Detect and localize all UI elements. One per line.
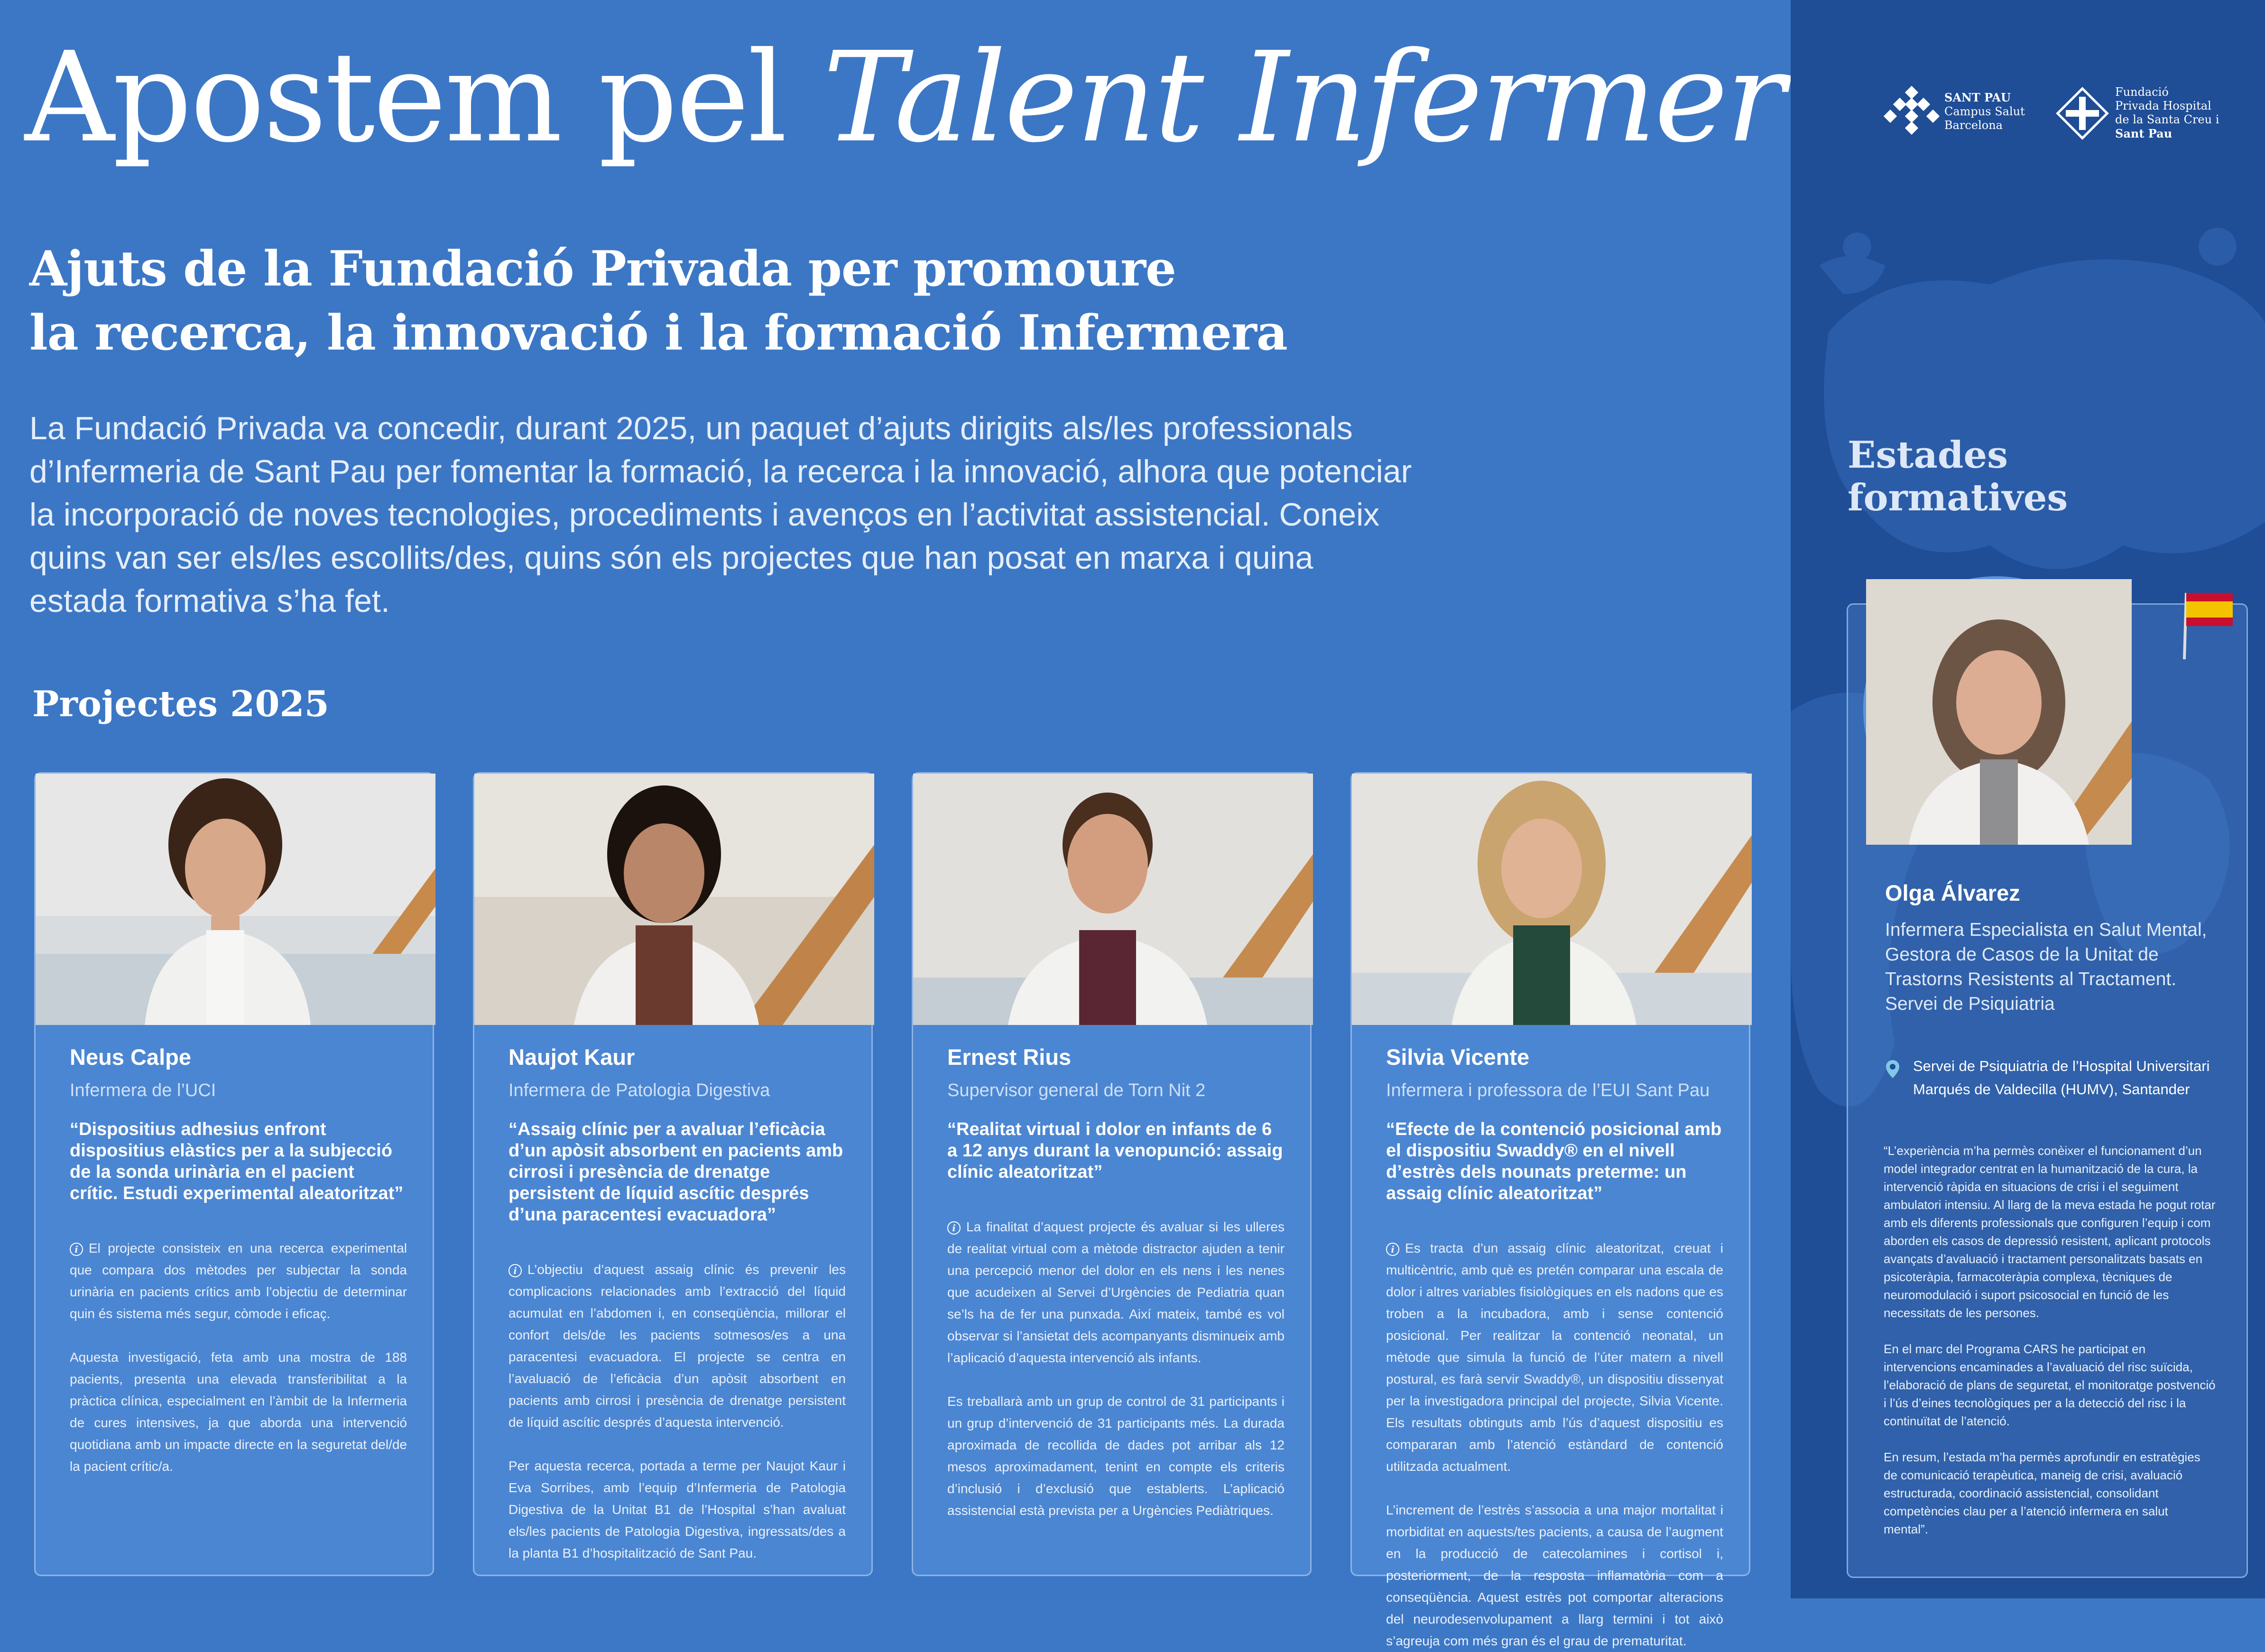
estades-heading — [1848, 434, 2068, 519]
logo1-line-1: SANT PAU — [1944, 91, 2011, 104]
person-name: Naujot Kaur — [508, 1044, 635, 1070]
portrait-photo — [1863, 576, 2129, 842]
title-italic: Talent Infermer — [823, 25, 1784, 170]
fundacio-logo-mark — [2056, 87, 2108, 139]
project-cards — [34, 772, 1751, 1648]
logo2-line-4: Sant Pau — [2115, 127, 2173, 140]
portrait-photo — [474, 774, 871, 1025]
person-name: Ernest Rius — [947, 1044, 1072, 1070]
quote-paragraph: “L’experiència m’ha permès conèixer el funcionament d’un model integrador centrat en la humanització de la cura, la intervenció ràpida en situacions de crisi i el seguiment ambulatori intensiu. Al llarg de la meva estada he pogut rotar amb els diferents professionals que configuren l’equip i com aborden els casos de depressió resistent, aplicant protocols avançats d’avaluació i tractament personalitzats basats en psicoteràpia, farmacoteràpia complexa, tècniques de neuromodulació i suport psicosocial en funció de les necessitats de les persones. — [1884, 1144, 2216, 1320]
estades-line-1: Estades — [1848, 434, 2008, 477]
project-card — [912, 772, 1312, 1576]
description-paragraph: Es tracta d’un assaig clínic aleatoritzat, creuat i multicèntric, amb què es pretén comparar una escala de dolor i altres variables fisiològiques en els nadons que es troben a la incubadora, amb i sense contenció posicional. Per realitzar la contenció neonatal, un mètode que simula la funció de l’úter matern a nivell postural, es farà servir Swaddy®, un dispositiu dissenyat per la investigadora principal del projecte, Silvia Vicente. Els resultats obtinguts amb l’ús d’aquest dispositiu es compararan amb l’atenció estàndard de contenció utilitzada actualment. — [1386, 1241, 1723, 1474]
map-pin-icon — [1885, 1059, 1900, 1079]
stay-card — [1847, 603, 2248, 1578]
project-description — [1386, 1237, 1723, 1652]
quote-paragraph: En el marc del Programa CARS he participat en intervencions encaminades a l’avaluació del risc suïcida, l’elaboració de plans de seguretat, el monitoratge postvenció i l’ús d’eines tecnològiques per a la detecció del risc i la continuïtat de l’atenció. — [1884, 1342, 2216, 1428]
person-role: Infermera de l’UCI — [70, 1080, 216, 1100]
projects-heading: Projectes 2025 — [32, 683, 329, 725]
estades-line-2: formatives — [1848, 476, 2068, 519]
project-title: “Assaig clínic per a avaluar l’eficàcia d’un apòsit absorbent en pacients amb cirrosi i presència de drenatge persistent de líquid ascític després d’una paracentesi evacuadora” — [508, 1119, 843, 1225]
sant-pau-logo-mark — [1886, 85, 1938, 138]
project-card — [34, 772, 434, 1576]
info-icon: i — [1386, 1243, 1399, 1256]
description-paragraph: El projecte consisteix en una recerca experimental que compara dos mètodes per subjectar la sonda urinària en pacients crítics amb l’objectiu de determinar quin és sistema més segur, còmode i eficaç. — [70, 1241, 407, 1321]
info-icon: i — [947, 1221, 961, 1235]
quote-paragraph: En resum, l’estada m’ha permès aprofundir en estratègies de comunicació terapèutica, maneig de crisi, avaluació estructurada, coordinació assistencial, consolidant competències clau per a l’atenció infermera en salut mental”. — [1884, 1450, 2200, 1536]
portrait-photo — [913, 774, 1310, 1025]
sant-pau-logo-text — [1944, 91, 2025, 132]
project-description — [508, 1259, 846, 1564]
stay-person-name: Olga Álvarez — [1885, 880, 2020, 905]
logo1-line-2: Campus Salut — [1944, 105, 2025, 118]
project-title: “Efecte de la contenció posicional amb el dispositiu Swaddy® en el nivell d’estrès dels nounats preterme: un assaig clínic aleatoritzat” — [1386, 1119, 1722, 1203]
subtitle-line-1: Ajuts de la Fundació Privada per promoure — [29, 240, 1176, 297]
sidebar-panel — [1791, 0, 2265, 1598]
stay-place: Servei de Psiquiatria de l’Hospital Universitari Marqués de Valdecilla (HUMV), Santander — [1913, 1058, 2210, 1098]
project-title: “Realitat virtual i dolor en infants de 6 a 12 anys durant la venopunció: assaig clínic aleatoritzat” — [947, 1119, 1283, 1182]
person-role: Supervisor general de Torn Nit 2 — [947, 1080, 1206, 1100]
project-card — [473, 772, 873, 1576]
description-paragraph: Es treballarà amb un grup de control de 31 participants i un grup d’intervenció de 31 participants més. La durada aproximada de recollida de dades pot arribar als 12 mesos aproximadament, tenint en compte els criteris d’inclusió i d’exclusió que establerts. L’aplicació assistencial està prevista per a Urgències Pediàtriques. — [947, 1394, 1285, 1518]
logo1-line-3: Barcelona — [1944, 119, 2003, 132]
portrait-photo — [36, 774, 433, 1025]
info-icon: i — [70, 1243, 83, 1256]
title-plain: Apostem pel — [25, 25, 823, 170]
person-role: Infermera de Patologia Digestiva — [508, 1080, 770, 1100]
logo2-line-2: Privada Hospital — [2115, 99, 2211, 112]
spain-flag-icon — [2182, 588, 2235, 659]
portrait-photo — [1352, 774, 1749, 1025]
sant-pau-logo — [1886, 85, 2025, 138]
info-icon: i — [508, 1264, 522, 1277]
project-title: “Dispositius adhesius enfront dispositius elàstics per a la subjecció de la sonda urinària en el pacient crític. Estudi experimental aleatoritzat” — [70, 1119, 404, 1203]
description-paragraph: Per aquesta recerca, portada a terme per Naujot Kaur i Eva Sorribes, amb l’equip d’Infermeria de Patologia Digestiva de la Unitat B1 de l’Hospital s’han avaluat els/les pacients de Patologia Digestiva, ingressats/des a la planta B1 d’hospitalització de Sant Pau. — [508, 1458, 846, 1560]
logo2-line-3: de la Santa Creu i — [2115, 113, 2219, 126]
project-description — [70, 1237, 407, 1477]
fundacio-logo — [2056, 85, 2219, 141]
logo2-line-1: Fundació — [2115, 85, 2169, 99]
logos — [1886, 85, 2246, 142]
stay-person-role: Infermera Especialista en Salut Mental, Gestora de Casos de la Unitat de Trastorns Resistents al Tractament. Servei de Psiquiatria — [1885, 920, 2207, 1014]
description-paragraph: La finalitat d’aquest projecte és avaluar si les ulleres de realitat virtual com a mètode distractor ajuden a tenir una percepció menor del dolor en els nens i les nenes que acudeixen al Servei d’Urgències de Pediatria quan se’ls ha de fer una punxada. Així mateix, també es vol observar si l’ansietat dels acompanyants disminueix amb l’aplicació d’aquesta intervenció als infants. — [947, 1219, 1285, 1365]
fundacio-logo-text — [2115, 85, 2219, 141]
description-paragraph: Aquesta investigació, feta amb una mostra de 188 pacients, presenta una elevada transferibilitat a la pràctica clínica, especialment en l’àmbit de la Infermeria de cures intensives, ja que aborda una intervenció quotidiana amb un impacte directe en la seguretat del/de la pacient crític/a. — [70, 1350, 407, 1474]
intro-paragraph: La Fundació Privada va concedir, durant 2025, un paquet d’ajuts dirigits als/les professionals d’Infermeria de Sant Pau per fomentar la formació, la recerca i la innovació, alhora que potenciar la incorporació de noves tecnologies, procediments i avenços en l’activitat assistencial. Coneix quins van ser els/les escollits/des, quins són els projectes que han posat en marxa i quina estada formativa s’ha fet. — [29, 410, 1412, 619]
person-role: Infermera i professora de l’EUI Sant Pau — [1386, 1080, 1710, 1100]
page-title — [25, 25, 1784, 170]
stay-quote — [1884, 1142, 2216, 1538]
person-name: Neus Calpe — [70, 1044, 191, 1070]
page-subtitle — [29, 237, 1452, 365]
person-name: Silvia Vicente — [1386, 1044, 1530, 1070]
description-paragraph: L’increment de l’estrès s’associa a una major mortalitat i morbiditat en aquests/tes pacients, a causa de l’augment en la producció de catecolamines i cortisol i, posteriorment, de la resposta inflamatòria com a conseqüència. Aquest estrès pot comportar alteracions del neurodesenvolupament a llarg termini i tot això s’agreuja com més gran és el grau de prematuritat. — [1386, 1503, 1723, 1648]
project-description — [947, 1216, 1285, 1522]
subtitle-line-2: la recerca, la innovació i la formació Infermera — [29, 305, 1287, 361]
project-card — [1350, 772, 1750, 1648]
description-paragraph: L’objectiu d’aquest assaig clínic és prevenir les complicacions relacionades amb l’extracció del líquid acumulat en l’abdomen i, en conseqüència, millorar el confort dels/de les pacients sotmesos/es a una paracentesi evacuadora. El projecte se centra en l’avaluació de l’eficàcia d’un apòsit absorbent en pacients amb cirrosi i presència de drenatge persistent de líquid ascític després d’aquesta intervenció. — [508, 1262, 846, 1430]
